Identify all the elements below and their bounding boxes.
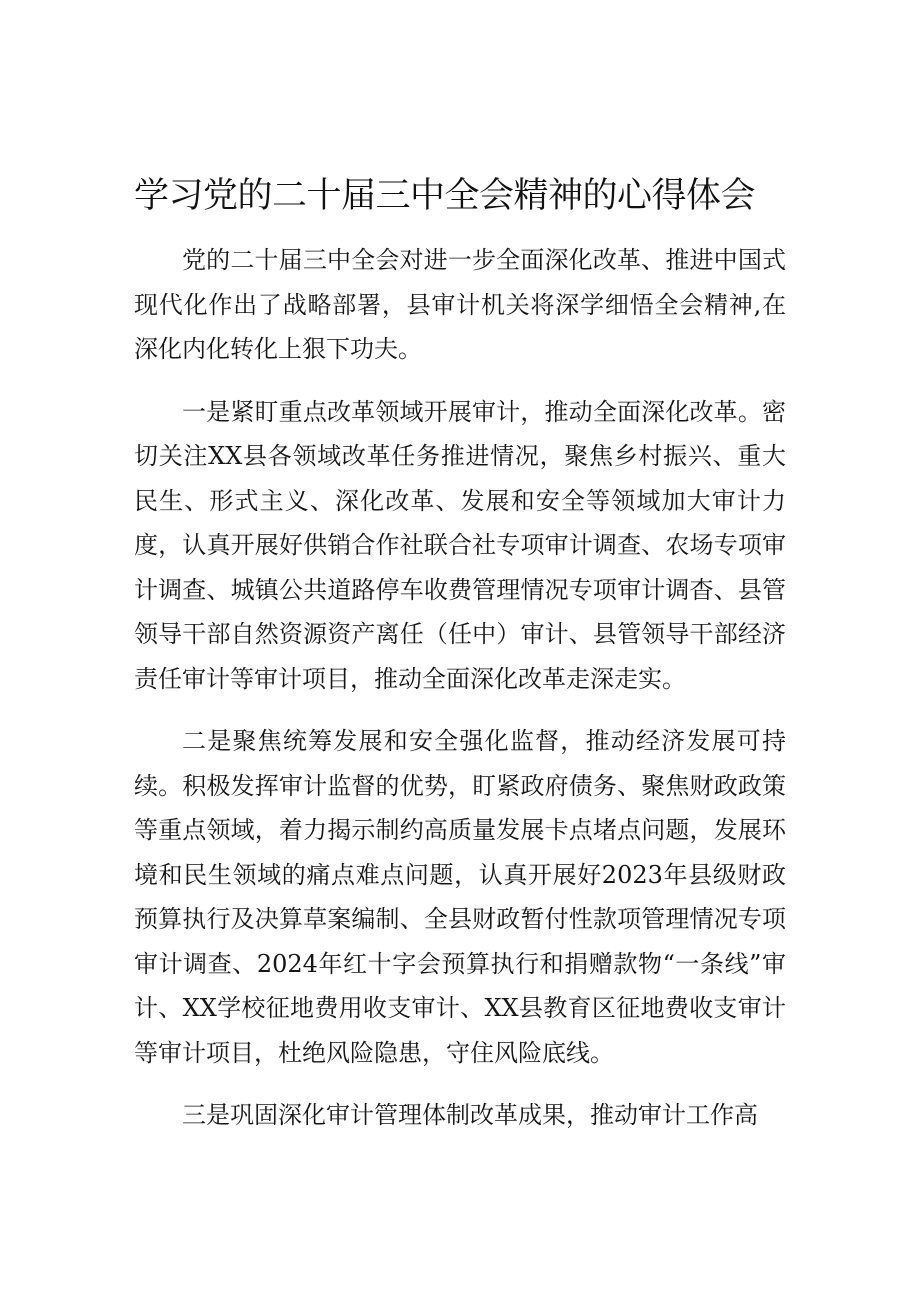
paragraph-point-three: 三是巩固深化审计管理体制改革成果，推动审计工作高 — [182, 1101, 758, 1129]
paragraph-intro: 党的二十届三中全会对进一步全面深化改革、推进中国式现代化作出了战略部署，县审计机关将深学细悟全会精神,在深化内化转化上狠下功夫。 — [134, 246, 786, 363]
document-body — [134, 238, 786, 1156]
paragraph-point-one: 一是紧盯重点改革领域开展审计，推动全面深化改革。密切关注XX县各领域改革任务推进情况，聚焦乡村振兴、重大民生、形式主义、深化改革、发展和安全等领域加大审计力度，认真开展好供销合作社联合社专项审计调查、农场专项审计调查、城镇公共道路停车收费管理情况专项审计调杳、县管领导干部自然资源资产离任（任中）审计、县管领导干部经济责任审计等审计项目，推动全面深化改革走深走实。 — [134, 397, 786, 693]
paragraph-point-two: 二是聚焦统筹发展和安全强化监督，推动经济发展可持续。积极发挥审计监督的优势，盯紧政府债务、聚焦财政政策等重点领域，着力揭示制约高质量发展卡点堵点问题，发展环境和民生领域的痛点难点问题，认真开展好2023年县级财政预算执行及决算草案编制、全县财政暂付性款项管理情况专项审计调查、2024年红十字会预算执行和捐赠款物“一条线”审计、XX学校征地费用收支审计、XX县教育区征地费收支审计等审计项目，杜绝风险隐患，守住风险底线。 — [134, 727, 786, 1067]
document-title: 学习党的二十届三中全会精神的心得体会 — [134, 176, 756, 216]
